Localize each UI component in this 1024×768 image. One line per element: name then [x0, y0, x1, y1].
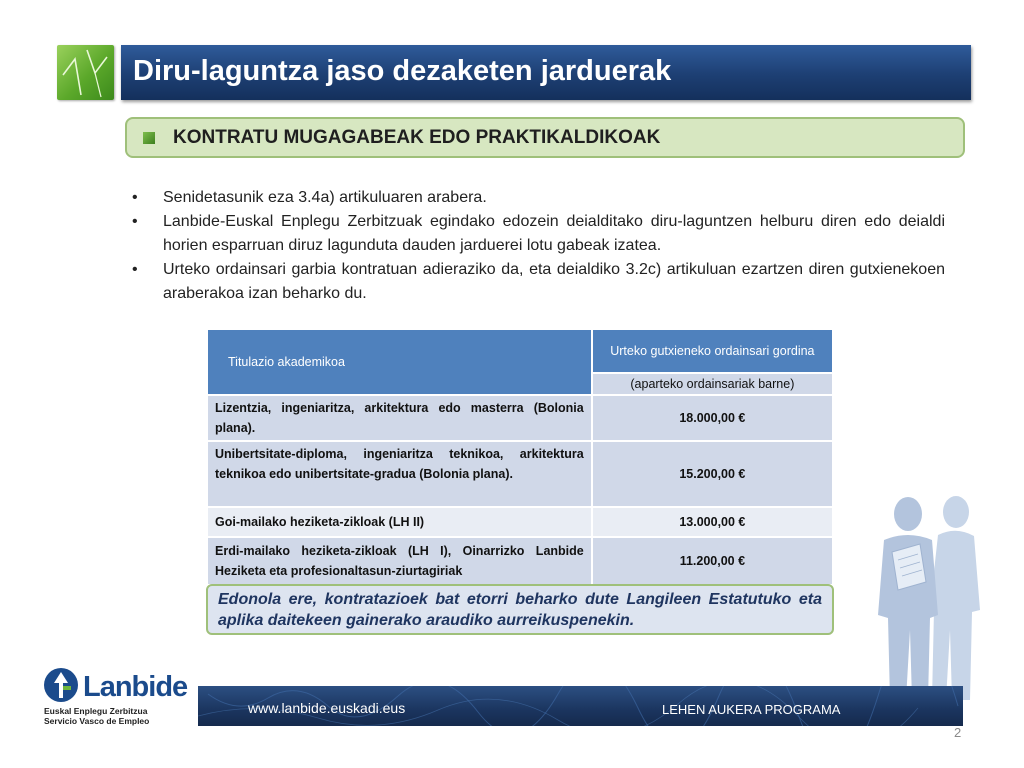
bullet-text: Lanbide-Euskal Enplegu Zerbitzuak egindako edozein deialditako diru-laguntzen helburu diren edo deialdi horien esparruan diruz lagunduta dauden jarduerei lotu gabeak izatea. [163, 213, 945, 254]
row-salary: 18.000,00 € [592, 395, 833, 441]
footer-bar [198, 686, 963, 726]
section-heading: KONTRATU MUGAGABEAK EDO PRAKTIKALDIKOAK [173, 127, 661, 148]
corner-logo-square [57, 45, 114, 100]
note-text: Edonola ere, kontratazioek bat etorri beharko dute Langileen Estatutuko eta aplika daitekeen gainerako araudiko aurreikuspenekin. [218, 591, 822, 629]
lanbide-emblem-icon [43, 666, 79, 704]
lanbide-brand-name: Lanbide [83, 671, 188, 703]
header-salary: Urteko gutxieneko ordainsari gordina [592, 329, 833, 373]
footer-program-name: LEHEN AUKERA PROGRAMA [662, 702, 841, 717]
slide-title: Diru-laguntza jaso dezaketen jarduerak [133, 55, 672, 87]
page-number: 2 [954, 725, 962, 740]
row-salary: 15.200,00 € [592, 441, 833, 507]
people-silhouette-icon [868, 490, 988, 700]
bullet-item [130, 186, 945, 210]
row-qualification: Lizentzia, ingeniaritza, arkitektura edo masterra (Bolonia plana). [207, 395, 592, 441]
bullet-dot: • [132, 189, 138, 206]
header-salary-note: (aparteko ordainsariak barne) [592, 373, 833, 395]
salary-table [206, 328, 834, 586]
corner-logo-lines-icon [57, 45, 114, 100]
table-row [207, 441, 833, 507]
row-salary: 13.000,00 € [592, 507, 833, 537]
row-qualification: Erdi-mailako heziketa-zikloak (LH I), Oinarrizko Lanbide Heziketa eta profesionaltasun-ziurtagiriak [207, 537, 592, 585]
row-qualification: Goi-mailako heziketa-zikloak (LH II) [207, 507, 592, 537]
bullet-dot: • [132, 261, 138, 278]
lanbide-subtitle-basque: Euskal Enplegu Zerbitzua [44, 706, 148, 716]
note-box [206, 584, 834, 635]
bullet-text: Urteko ordainsari garbia kontratuan adieraziko da, eta deialdiko 3.2c) artikuluan ezartzen diren gutxienekoen araberakoa izan beharko du. [163, 261, 945, 302]
bullet-list [130, 186, 945, 306]
slide-title-bar [121, 45, 971, 100]
bullet-text: Senidetasunik eza 3.4a) artikuluaren arabera. [163, 189, 487, 206]
table-header-row [207, 329, 833, 373]
table-row [207, 395, 833, 441]
section-heading-bar [125, 117, 965, 158]
row-qualification: Unibertsitate-diploma, ingeniaritza teknikoa, arkitektura teknikoa edo unibertsitate-gradua (Bolonia plana). [207, 441, 592, 507]
footer-url-link[interactable]: www.lanbide.euskadi.eus [248, 700, 406, 716]
table-row [207, 507, 833, 537]
lanbide-logo [43, 666, 193, 736]
row-salary: 11.200,00 € [592, 537, 833, 585]
bullet-item [130, 258, 945, 306]
header-qualification: Titulazio akademikoa [207, 329, 592, 395]
green-square-icon [143, 132, 155, 144]
table-row [207, 537, 833, 585]
bullet-item [130, 210, 945, 258]
lanbide-subtitle-spanish: Servicio Vasco de Empleo [44, 716, 150, 726]
lanbide-brand-subtitle [44, 706, 149, 726]
bullet-dot: • [132, 213, 138, 230]
